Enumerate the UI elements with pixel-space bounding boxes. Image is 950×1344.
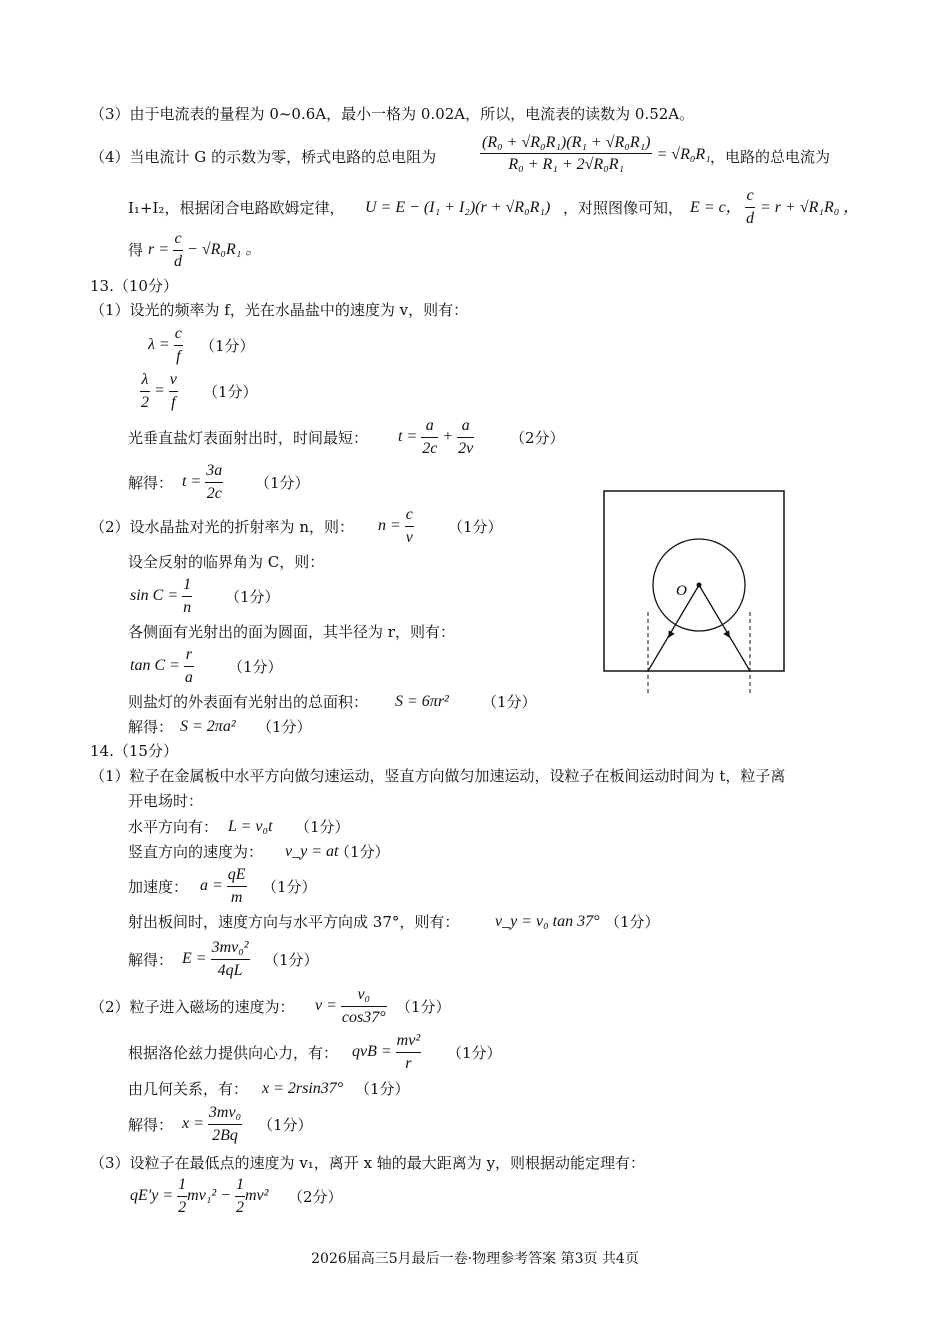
text-line: 加速度： bbox=[128, 878, 189, 896]
text-line: （4）当电流计 G 的示数为零，桥式电路的总电阻为 bbox=[90, 148, 437, 166]
math-expr: a = qE m bbox=[200, 866, 246, 906]
math-expr: c = r + √R₁R₀ ， d bbox=[746, 187, 860, 227]
text-line: （1）粒子在金属板中水平方向做匀速运动，竖直方向做匀加速运动，设粒子在板间运动时间为 t，粒子离 bbox=[90, 767, 786, 785]
text-line: （1分） bbox=[228, 658, 283, 676]
text-line: 光垂直盐灯表面射出时，时间最短： bbox=[128, 429, 369, 447]
text-line: （1分） bbox=[396, 998, 451, 1016]
page-footer: 2026届高三5月最后一卷·物理参考答案 第3页 共4页 bbox=[311, 1251, 639, 1267]
text-line: （1分） bbox=[355, 1080, 410, 1098]
text-line: 开电场时： bbox=[128, 792, 204, 810]
text-line: （1分） bbox=[225, 588, 280, 606]
text-line: 14.（15分） bbox=[90, 742, 178, 760]
math-expr: U = E − (I₁ + I₂)(r + √R₀R₁) bbox=[365, 199, 551, 216]
ray-right bbox=[699, 585, 750, 671]
text-line: 解得： bbox=[128, 474, 174, 492]
text-line: I₁+I₂，根据闭合电路欧姆定律， bbox=[128, 199, 345, 217]
math-expr: x = 2rsin37° bbox=[262, 1080, 344, 1097]
text-line: ，电路的总电流为 bbox=[710, 148, 831, 166]
text-line: （1分） bbox=[203, 383, 258, 401]
text-line: 则盐灯的外表面有光射出的总面积： bbox=[128, 693, 369, 711]
text-line: （1分） bbox=[255, 474, 310, 492]
math-expr: S = 6πr² bbox=[395, 693, 449, 710]
lamp-square bbox=[604, 491, 784, 671]
text-line: （1分） bbox=[262, 878, 317, 896]
text-line: 竖直方向的速度为： bbox=[128, 843, 264, 861]
math-expr: r = c d − √R₀R₁ 。 bbox=[148, 230, 262, 270]
math-expr: qvB = mv² r bbox=[352, 1032, 421, 1072]
text-line: （1分） bbox=[264, 951, 319, 969]
text-line: （1）设光的频率为 f，光在水晶盐中的速度为 v，则有： bbox=[90, 301, 469, 319]
text-line: 由几何关系，有： bbox=[128, 1080, 249, 1098]
text-line: （2）设水晶盐对光的折射率为 n，则： bbox=[90, 518, 354, 536]
text-line: ，对照图像可知， bbox=[563, 199, 684, 217]
text-line: 得 bbox=[128, 241, 144, 259]
text-line: 根据洛伦兹力提供向心力，有： bbox=[128, 1044, 339, 1062]
text-line: 各侧面有光射出的面为圆面，其半径为 r，则有： bbox=[128, 623, 455, 641]
math-expr: sin C = 1 n bbox=[130, 576, 192, 616]
text-line: 射出板间时，速度方向与水平方向成 37°，则有： bbox=[128, 913, 460, 931]
math-expr: qE′y = 1 2mv₁² − 1 2mv² bbox=[130, 1176, 269, 1216]
text-line: 解得： bbox=[128, 718, 174, 736]
math-expr: tan C = r a bbox=[130, 646, 193, 686]
math-expr: n = c v bbox=[378, 506, 413, 546]
text-line: （2分） bbox=[510, 429, 565, 447]
text-line: 水平方向有： bbox=[128, 818, 219, 836]
text-line: （1分） bbox=[200, 337, 255, 355]
text-line: （1分） bbox=[335, 843, 390, 861]
text-line: 解得： bbox=[128, 1116, 174, 1134]
text-line: 13.（10分） bbox=[90, 277, 178, 295]
text-line: （1分） bbox=[257, 718, 312, 736]
math-expr: E = c， bbox=[690, 199, 742, 216]
math-expr: v = v₀ cos37° bbox=[315, 986, 386, 1026]
text-line: （1分） bbox=[605, 913, 660, 931]
text-line: （1分） bbox=[482, 693, 537, 711]
text-line: （2）粒子进入磁场的速度为： bbox=[90, 998, 295, 1016]
math-expr: t = a 2c + a 2v bbox=[398, 417, 474, 457]
math-expr: v_y = v₀ tan 37° bbox=[495, 913, 600, 930]
text-line: 设全反射的临界角为 C，则： bbox=[128, 553, 325, 571]
math-expr: λ 2 = v f bbox=[141, 371, 177, 411]
text-line: （1分） bbox=[448, 518, 503, 536]
math-expr: λ = c f bbox=[148, 325, 182, 365]
text-line: （1分） bbox=[258, 1116, 313, 1134]
text-line: （1分） bbox=[295, 818, 350, 836]
math-expr: t = 3a 2c bbox=[182, 462, 223, 502]
text-line: （3）由于电流表的量程为 0~0.6A，最小一格为 0.02A，所以，电流表的读数为 0.52A。 bbox=[90, 105, 695, 123]
salt-lamp-figure bbox=[603, 490, 788, 700]
text-line: 解得： bbox=[128, 951, 174, 969]
math-expr: (R₀ + √R₀R₁)(R₁ + √R₀R₁) = √R₀R₁ R₀ + R₁ + 2√R₀R₁ bbox=[482, 134, 711, 173]
text-line: （1分） bbox=[447, 1044, 502, 1062]
math-expr: L = v₀t bbox=[228, 818, 273, 835]
math-expr: S = 2πa² bbox=[180, 718, 236, 735]
text-line: （2分） bbox=[288, 1188, 343, 1206]
math-expr: E = 3mv₀² 4qL bbox=[182, 939, 249, 979]
text-line: （3）设粒子在最低点的速度为 v₁，离开 x 轴的最大距离为 y，则根据动能定理有： bbox=[90, 1154, 646, 1172]
label-O: O bbox=[676, 583, 687, 599]
math-expr: v_y = at bbox=[285, 843, 339, 860]
math-expr: x = 3mv₀ 2Bq bbox=[182, 1104, 242, 1144]
ray-left bbox=[648, 585, 699, 671]
